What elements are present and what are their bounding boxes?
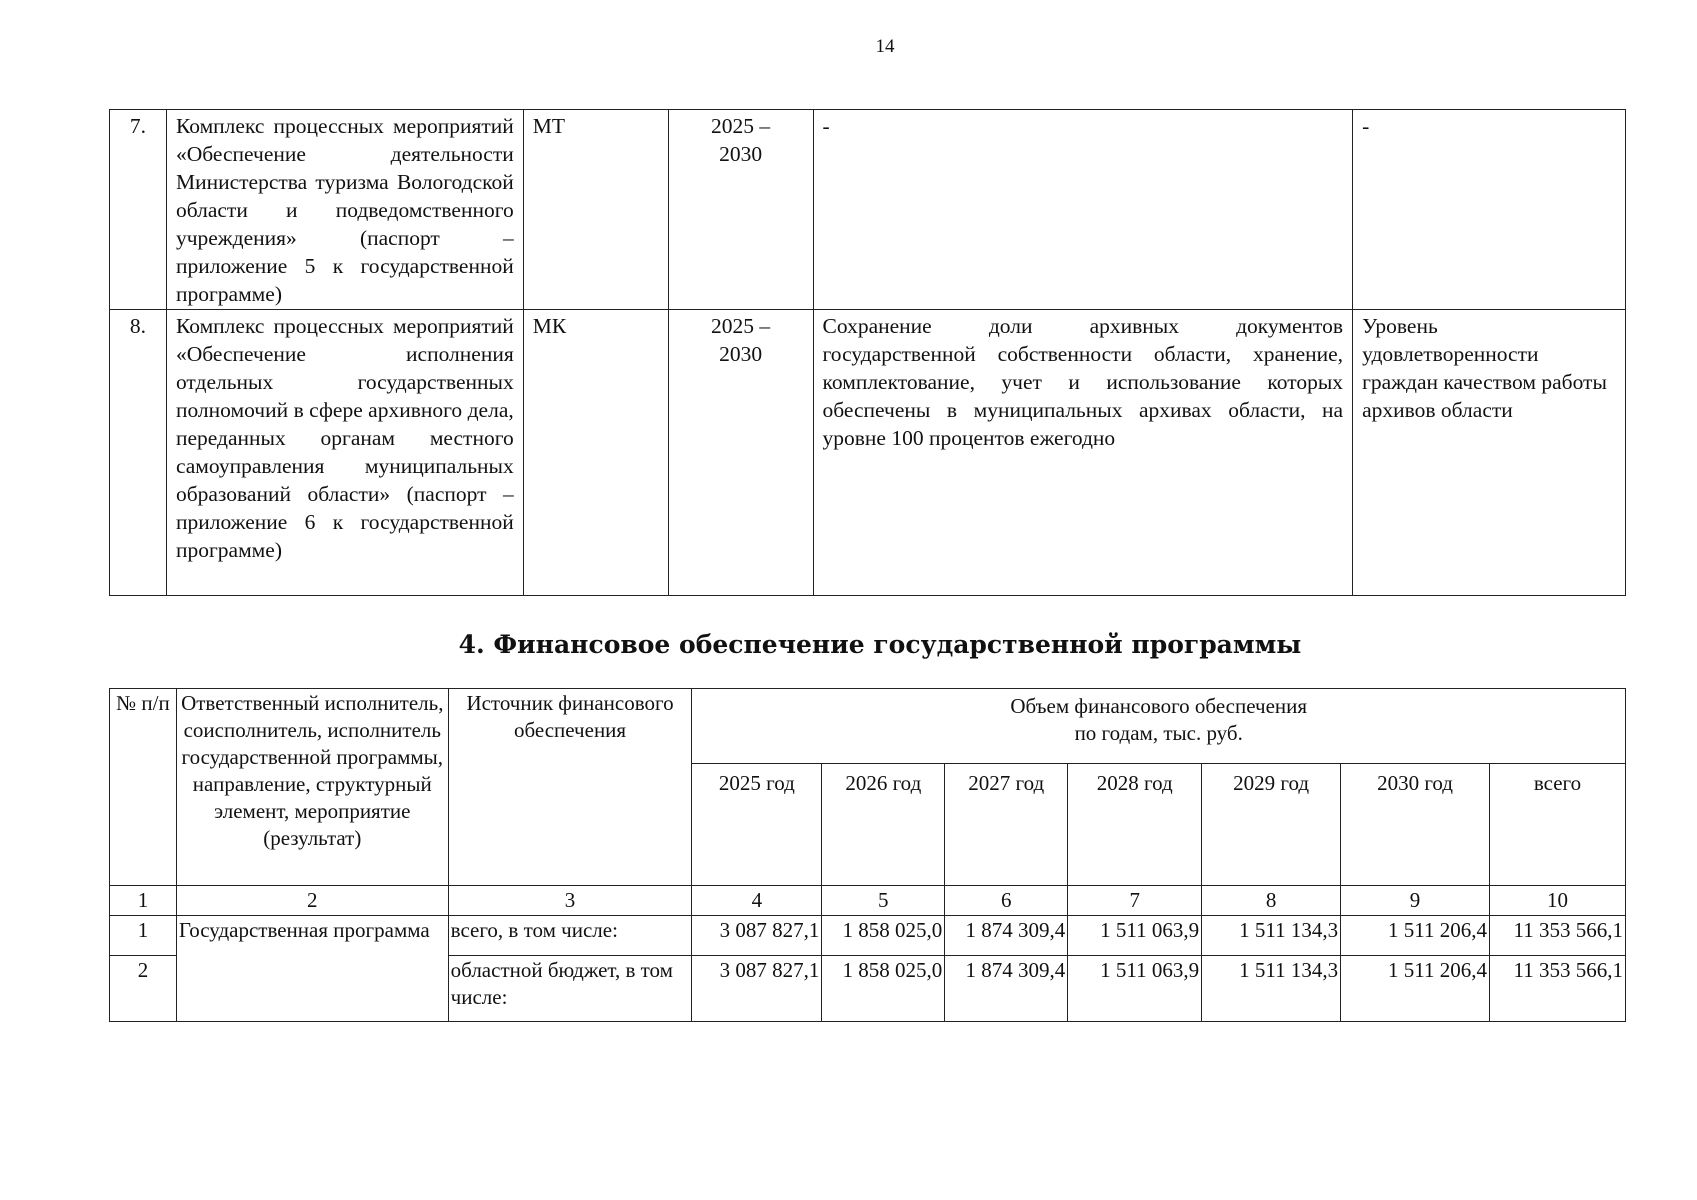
column-number: 4	[692, 886, 822, 916]
value-total: 11 353 566,1	[1489, 916, 1625, 956]
activity-period: 2025 – 2030	[668, 110, 813, 310]
header-volume: Объем финансового обеспечения по годам, тыс. руб.	[692, 689, 1626, 764]
column-number: 3	[448, 886, 692, 916]
finance-row	[110, 916, 1626, 956]
column-number: 9	[1341, 886, 1490, 916]
finance-table	[109, 688, 1626, 1022]
column-number: 1	[110, 886, 177, 916]
value-2029: 1 511 134,3	[1202, 916, 1341, 956]
activity-number: 8.	[110, 310, 167, 596]
column-number: 7	[1068, 886, 1202, 916]
value-2030: 1 511 206,4	[1341, 956, 1490, 1022]
header-year-2026: 2026 год	[822, 764, 945, 886]
value-2027: 1 874 309,4	[945, 956, 1068, 1022]
column-number: 10	[1489, 886, 1625, 916]
header-year-2029: 2029 год	[1202, 764, 1341, 886]
row-source: всего, в том числе:	[448, 916, 692, 956]
header-year-2030: 2030 год	[1341, 764, 1490, 886]
column-number: 5	[822, 886, 945, 916]
column-numbers-row	[110, 886, 1626, 916]
value-2028: 1 511 063,9	[1068, 916, 1202, 956]
header-responsible: Ответственный исполнитель, соисполнитель, исполнитель государственной программы, направление, структурный элемент, мероприятие (результат)	[176, 689, 448, 886]
header-num: № п/п	[110, 689, 177, 886]
column-number: 6	[945, 886, 1068, 916]
activity-executor: МК	[523, 310, 668, 596]
activities-table	[109, 109, 1626, 596]
header-year-2027: 2027 год	[945, 764, 1068, 886]
activity-indicator: -	[1353, 110, 1626, 310]
header-year-2028: 2028 год	[1068, 764, 1202, 886]
value-2027: 1 874 309,4	[945, 916, 1068, 956]
activity-indicator: Уровень удовлетворенности граждан качеством работы архивов области	[1353, 310, 1626, 596]
value-2026: 1 858 025,0	[822, 916, 945, 956]
column-number: 2	[176, 886, 448, 916]
activity-name: Комплекс процессных мероприятий «Обеспечение деятельности Министерства туризма Вологодской области и подведомственного учреждения» (паспорт – приложение 5 к государственной программе)	[166, 110, 523, 310]
value-2029: 1 511 134,3	[1202, 956, 1341, 1022]
activity-name: Комплекс процессных мероприятий «Обеспечение исполнения отдельных государственных полномочий в сфере архивного дела, переданных органам местного самоуправления муниципальных образований области» (паспорт – приложение 6 к государственной программе)	[166, 310, 523, 596]
activity-row	[110, 310, 1626, 596]
value-2028: 1 511 063,9	[1068, 956, 1202, 1022]
activity-period: 2025 – 2030	[668, 310, 813, 596]
row-number: 1	[110, 916, 177, 956]
header-source: Источник финансового обеспечения	[448, 689, 692, 886]
activity-task: -	[813, 110, 1353, 310]
header-year-2025: 2025 год	[692, 764, 822, 886]
value-2025: 3 087 827,1	[692, 916, 822, 956]
value-2026: 1 858 025,0	[822, 956, 945, 1022]
column-number: 8	[1202, 886, 1341, 916]
program-label: Государственная программа	[176, 916, 448, 1022]
page-number: 14	[875, 36, 895, 57]
activity-executor: МТ	[523, 110, 668, 310]
activity-number: 7.	[110, 110, 167, 310]
activity-row	[110, 110, 1626, 310]
section-title: 4. Финансовое обеспечение государственной программы	[458, 630, 1302, 659]
activity-task: Сохранение доли архивных документов государственной собственности области, хранение, комплектование, учет и использование которых обеспечены в муниципальных архивах области, на уровне 100 процентов ежегодно	[813, 310, 1353, 596]
row-number: 2	[110, 956, 177, 1022]
value-total: 11 353 566,1	[1489, 956, 1625, 1022]
value-2025: 3 087 827,1	[692, 956, 822, 1022]
value-2030: 1 511 206,4	[1341, 916, 1490, 956]
header-total: всего	[1489, 764, 1625, 886]
row-source: областной бюджет, в том числе:	[448, 956, 692, 1022]
